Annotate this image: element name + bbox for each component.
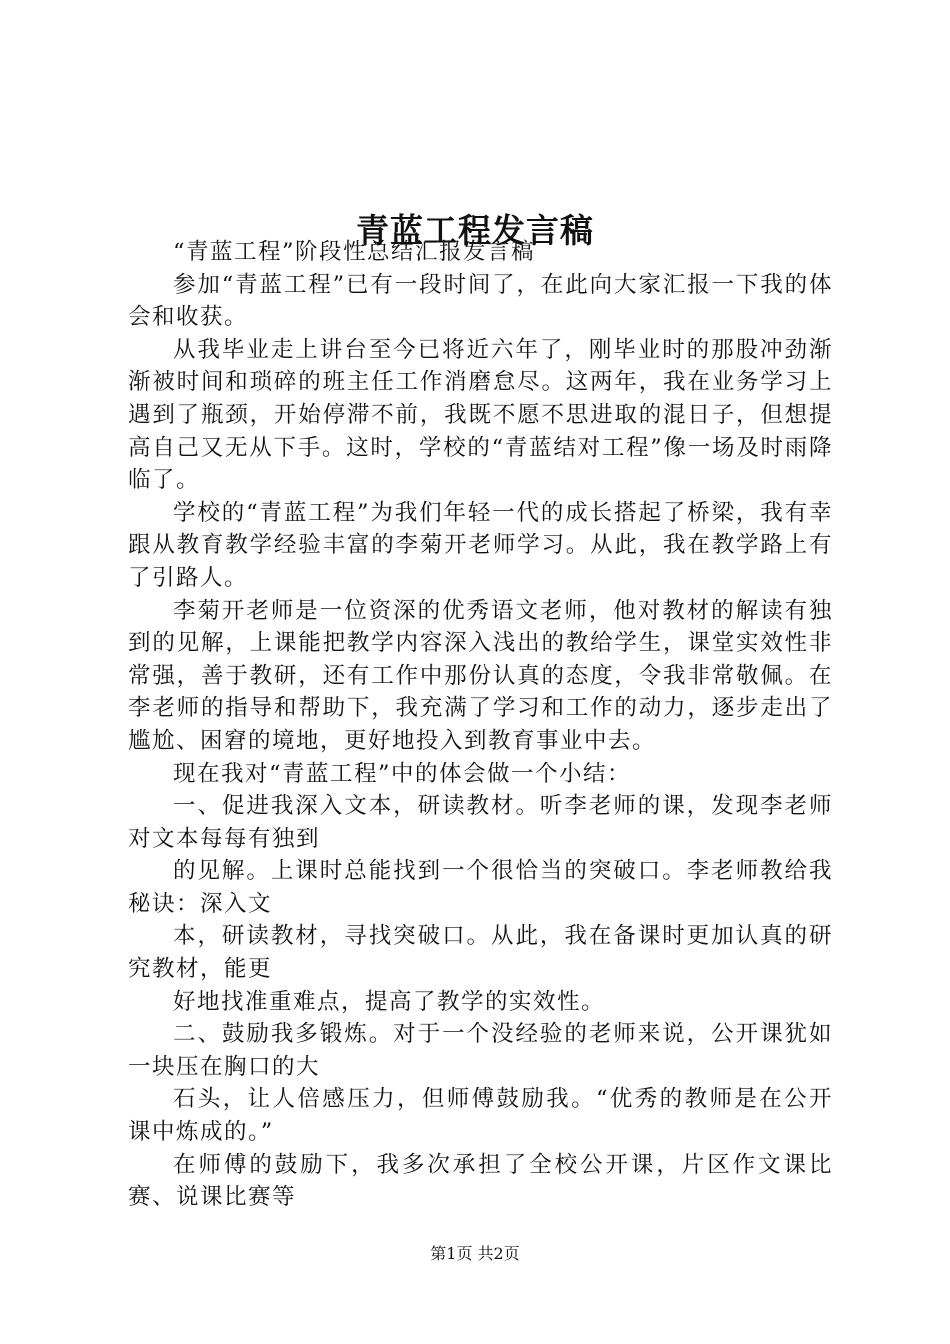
body-paragraph: 参加“青蓝工程”已有一段时间了，在此向大家汇报一下我的体会和收获。 xyxy=(128,271,833,331)
page-footer: 第1页 共2页 xyxy=(430,1244,520,1263)
document-title: 青蓝工程发言稿 xyxy=(356,211,594,251)
document-body xyxy=(128,236,833,1214)
body-paragraph: 现在我对“青蓝工程”中的体会做一个小结： xyxy=(173,760,632,787)
body-paragraph: 的见解。上课时总能找到一个很恰当的突破口。李老师教给我秘诀：深入文 xyxy=(128,858,833,917)
body-paragraph: 二、鼓励我多锻炼。对于一个没经验的老师来说，公开课犹如一块压在胸口的大 xyxy=(128,1021,833,1080)
body-paragraph: 在师傅的鼓励下，我多次承担了全校公开课，片区作文课比赛、说课比赛等 xyxy=(128,1151,833,1211)
body-paragraph: 石头，让人倍感压力，但师傅鼓励我。“优秀的教师是在公开课中炼成的。” xyxy=(128,1086,833,1146)
body-paragraph: 从我毕业走上讲台至今已将近六年了，刚毕业时的那股冲劲渐渐被时间和琐碎的班主任工作消磨怠尽。这两年，我在业务学习上遇到了瓶颈，开始停滞不前，我既不愿不思进取的混日子，但想提高自己又无从下手。这时，学校的“青蓝结对工程”像一场及时雨降临了。 xyxy=(128,336,833,494)
body-paragraph: 本，研读教材，寻找突破口。从此，我在备课时更加认真的研究教材，能更 xyxy=(128,923,833,983)
body-paragraph: 一、促进我深入文本，研读教材。听李老师的课，发现李老师对文本每每有独到 xyxy=(128,793,833,852)
body-paragraph: “青蓝工程”阶段性总结汇报发言稿 xyxy=(173,239,536,265)
body-paragraph: 好地找准重难点，提高了教学的实效性。 xyxy=(173,988,606,1015)
body-paragraph: 学校的“青蓝工程”为我们年轻一代的成长搭起了桥梁，我有幸跟从教育教学经验丰富的李菊开老师学习。从此，我在教学路上有了引路人。 xyxy=(128,499,833,591)
body-paragraph: 李菊开老师是一位资深的优秀语文老师，他对教材的解读有独到的见解，上课能把教学内容深入浅出的教给学生，课堂实效性非常强，善于教研，还有工作中那份认真的态度，令我非常敬佩。在李老师的指导和帮助下，我充满了学习和工作的动力，逐步走出了尴尬、困窘的境地，更好地投入到教育事业中去。 xyxy=(128,597,833,754)
